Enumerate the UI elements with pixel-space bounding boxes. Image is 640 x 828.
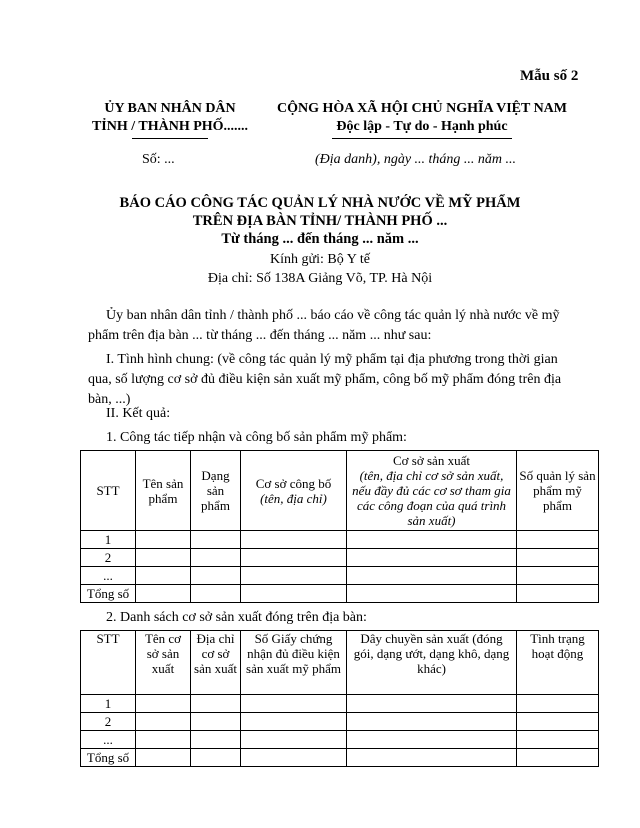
table1-row-stt: 2 <box>81 549 136 567</box>
agency-block <box>70 100 270 136</box>
table1-header-stt: STT <box>81 451 136 531</box>
table1-header-record-no: Số quản lý sản phẩm mỹ phẩm <box>517 451 599 531</box>
agency-underline <box>132 138 208 139</box>
section2-heading: II. Kết quả: <box>106 406 171 421</box>
table-row <box>81 549 599 567</box>
table2-row-total: Tổng số <box>81 749 136 767</box>
table1-row-stt: 1 <box>81 531 136 549</box>
table2-header-stt: STT <box>81 631 136 695</box>
table1-row-total: Tổng số <box>81 585 136 603</box>
section1-line3: bàn, ...) <box>88 392 131 407</box>
nation-line2: Độc lập - Tự do - Hạnh phúc <box>336 119 508 134</box>
table2-row-stt: ... <box>81 731 136 749</box>
manufacturer-label: Cơ sở sản xuất <box>393 453 470 468</box>
manufacturer-note: (tên, địa chỉ cơ sở sản xuất, nếu đầy đủ các cơ sơ tham gia các công đoạn của quá trình sản xuất) <box>352 468 511 528</box>
item2-heading: 2. Danh sách cơ sở sản xuất đóng trên địa bàn: <box>106 610 367 625</box>
table-row <box>81 585 599 603</box>
declarant-label: Cơ sở công bố <box>255 475 332 491</box>
intro-line1: Ủy ban nhân dân tỉnh / thành phố ... báo cáo về công tác quản lý nhà nước về mỹ <box>106 308 560 323</box>
place-date: (Địa danh), ngày ... tháng ... năm ... <box>315 152 517 167</box>
recipient-to: Kính gửi: Bộ Y tế <box>270 252 370 267</box>
intro-line2: phẩm trên địa bàn ... từ tháng ... đến tháng ... năm ... như sau: <box>88 328 432 343</box>
table-row <box>81 713 599 731</box>
manufacturers-table <box>80 630 599 767</box>
title-line3: Từ tháng ... đến tháng ... năm ... <box>221 231 419 247</box>
declarant-note: (tên, địa chỉ) <box>260 490 327 506</box>
form-number: Mẫu số 2 <box>520 68 579 84</box>
table-row <box>81 749 599 767</box>
declared-products-table <box>80 450 599 603</box>
table1-header-product-name: Tên sản phẩm <box>136 451 191 531</box>
table1-header-declarant <box>241 451 347 531</box>
table2-header-certificate-no: Số Giấy chứng nhận đủ điều kiện sản xuất mỹ phẩm <box>241 631 347 695</box>
table1-header-product-form: Dạng sản phẩm <box>191 451 241 531</box>
table-row <box>81 531 599 549</box>
agency-line2: TỈNH / THÀNH PHỐ....... <box>91 119 249 134</box>
table2-row-stt: 2 <box>81 713 136 731</box>
section1-line2: qua, số lượng cơ sở đủ điều kiện sản xuất mỹ phẩm, công bố mỹ phẩm đóng trên địa <box>88 372 562 387</box>
table-row <box>81 567 599 585</box>
nation-block <box>262 100 582 136</box>
table2-header-row <box>81 631 599 695</box>
report-title <box>40 194 600 248</box>
table1-header-row <box>81 451 599 531</box>
nation-line1: CỘNG HÒA XÃ HỘI CHỦ NGHĨA VIỆT NAM <box>276 101 567 116</box>
table2-header-facility-address: Địa chỉ cơ sở sản xuất <box>191 631 241 695</box>
section1-line1: I. Tình hình chung: (về công tác quản lý mỹ phẩm tại địa phương trong thời gian <box>106 352 558 367</box>
table2-row-stt: 1 <box>81 695 136 713</box>
agency-line1: ỦY BAN NHÂN DÂN <box>104 101 236 116</box>
recipient-address: Địa chỉ: Số 138A Giảng Võ, TP. Hà Nội <box>207 271 433 286</box>
doc-number: Số: ... <box>142 152 175 167</box>
table2-header-status: Tình trạng hoạt động <box>517 631 599 695</box>
table1-header-manufacturer <box>347 451 517 531</box>
table-row <box>81 731 599 749</box>
title-line2: TRÊN ĐỊA BÀN TỈNH/ THÀNH PHỐ ... <box>192 213 448 229</box>
motto-underline <box>332 138 512 139</box>
title-line1: BÁO CÁO CÔNG TÁC QUẢN LÝ NHÀ NƯỚC VỀ MỸ PHẨM <box>119 195 521 211</box>
item1-heading: 1. Công tác tiếp nhận và công bố sản phẩm mỹ phẩm: <box>106 430 407 445</box>
recipient-block <box>40 250 600 288</box>
table2-header-production-line: Dây chuyền sản xuất (đóng gói, dạng ướt, dạng khô, dạng khác) <box>347 631 517 695</box>
table2-header-facility-name: Tên cơ sở sản xuất <box>136 631 191 695</box>
table-row <box>81 695 599 713</box>
table1-row-stt: ... <box>81 567 136 585</box>
